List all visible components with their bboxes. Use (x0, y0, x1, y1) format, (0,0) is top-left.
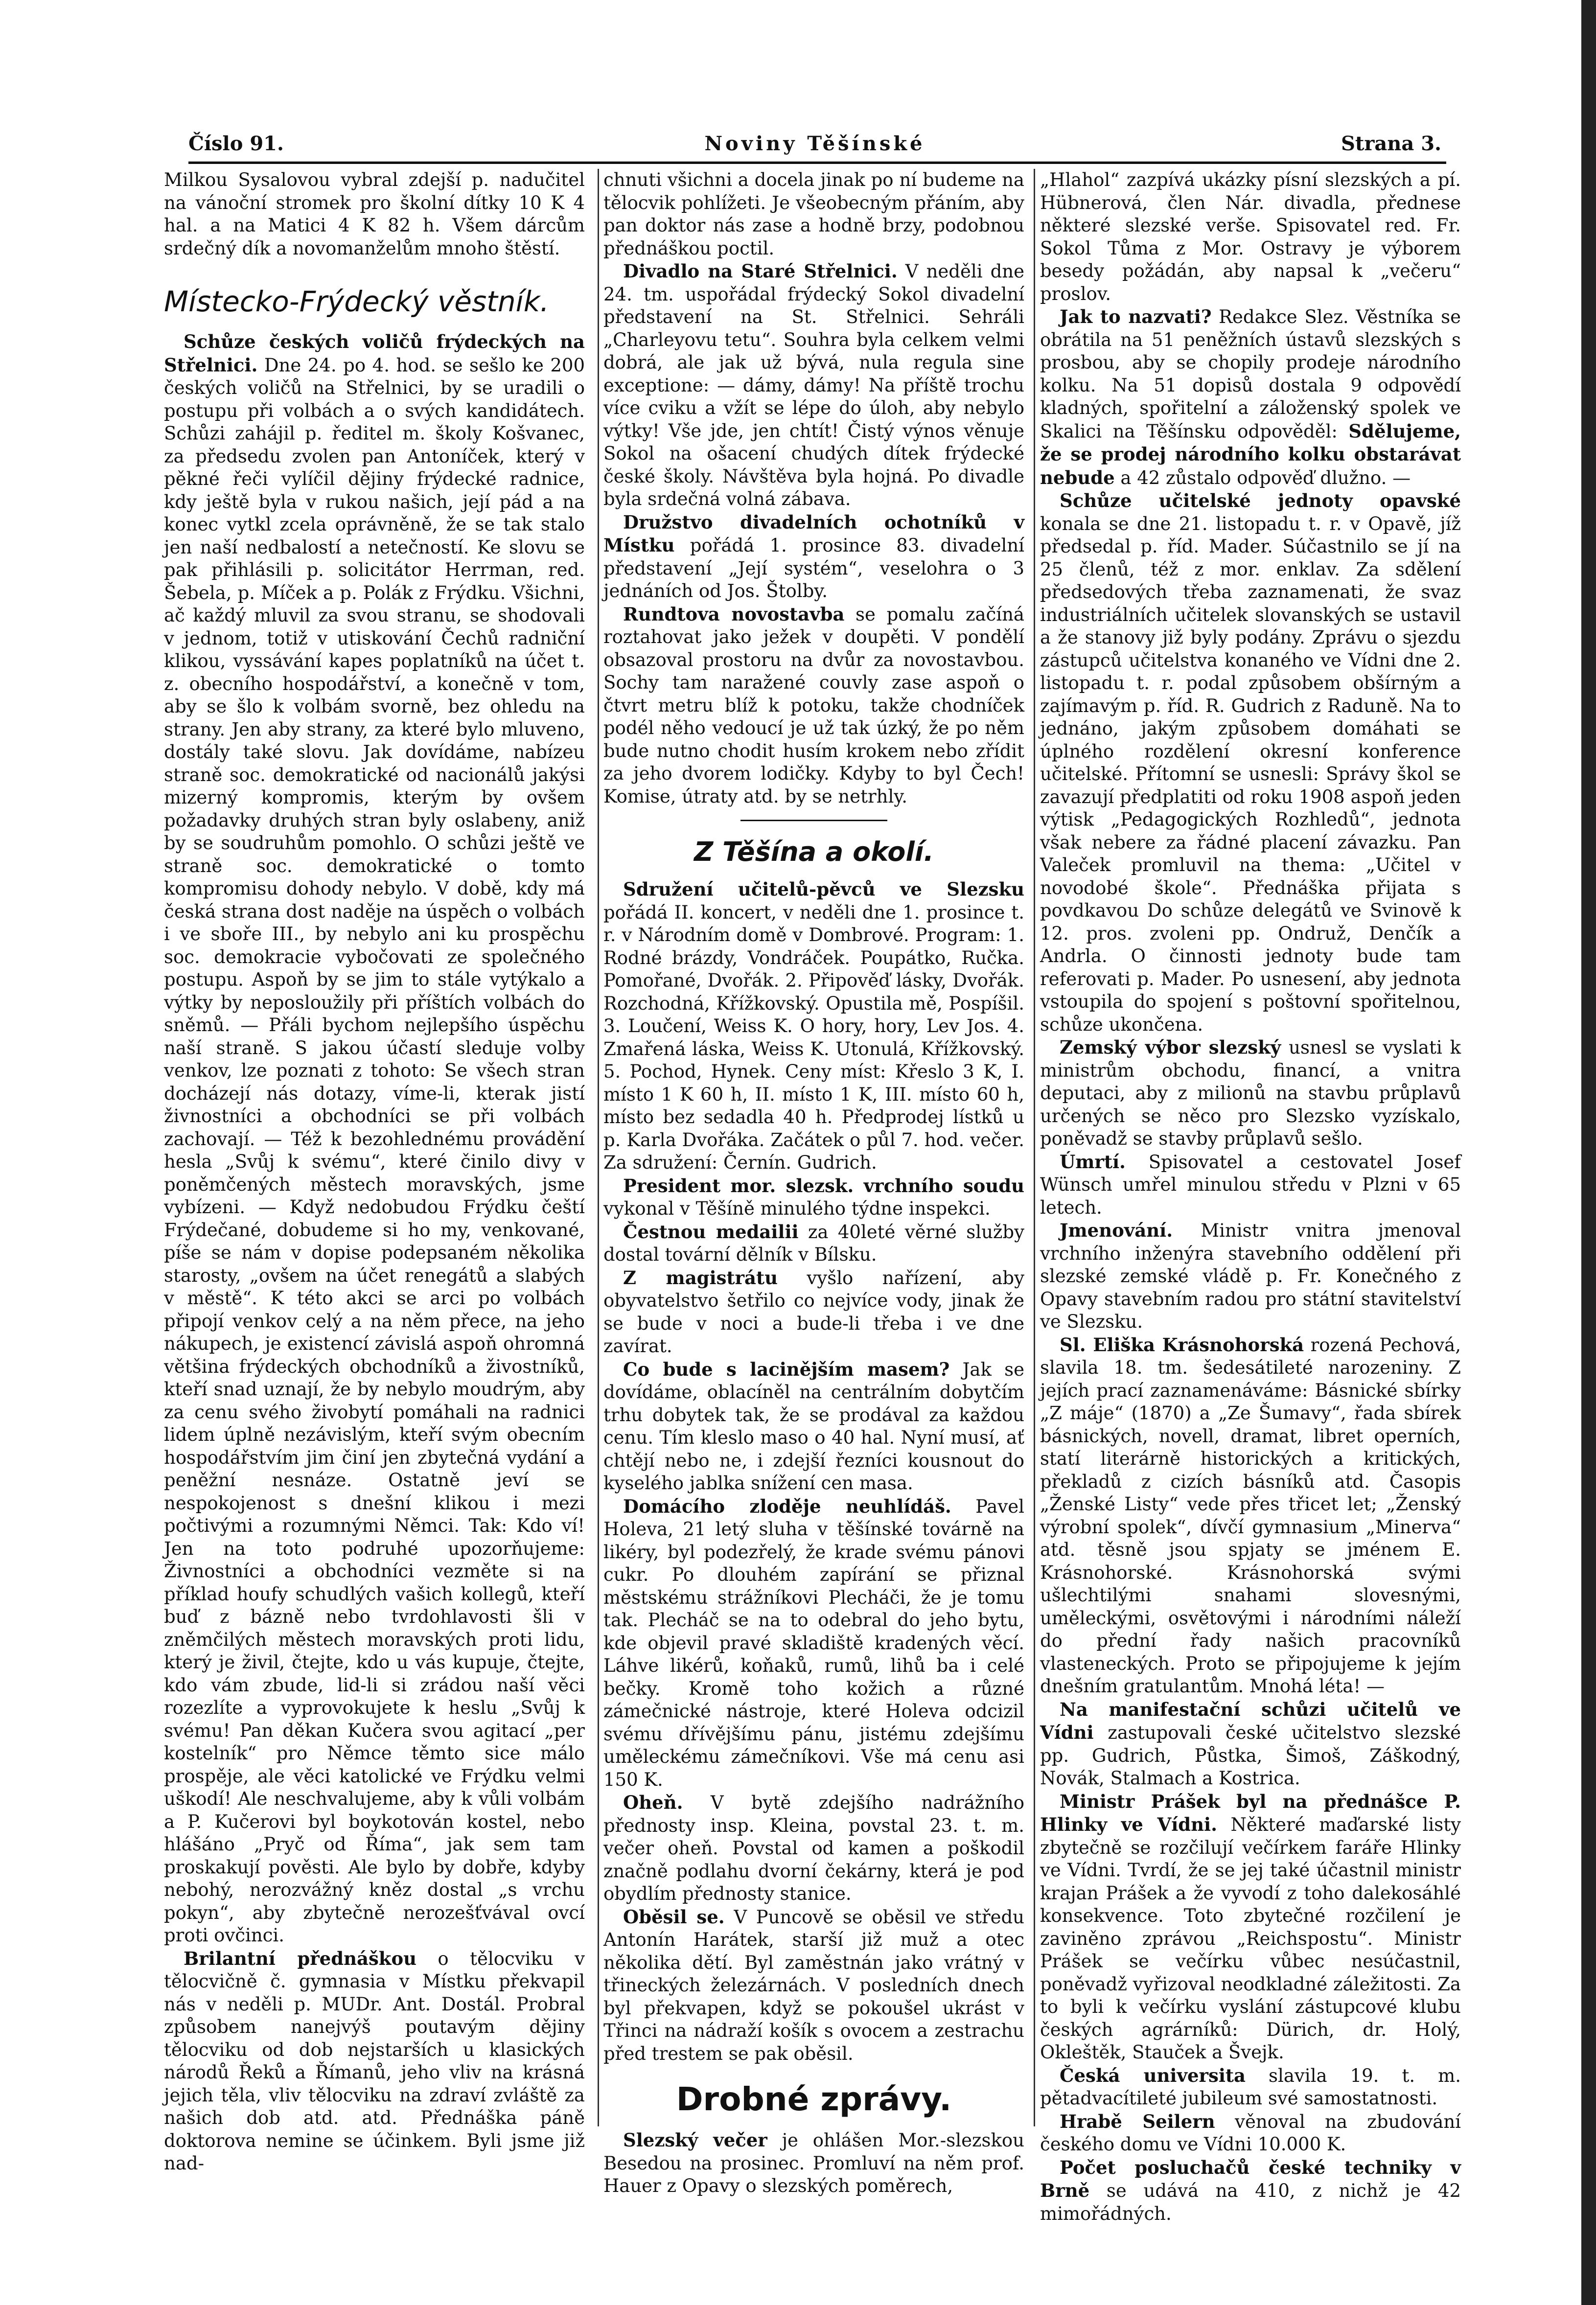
article-emphasis: Sdělujeme, že se prodej národního kolku obstarávat nebude (1040, 420, 1461, 488)
article-text: za 40leté věrné služby dostal tovární dělník v Bílsku. (603, 1221, 1025, 1265)
article-title: Zemský výbor slezský (1060, 1037, 1281, 1058)
article-title: Čestnou medailii (623, 1221, 799, 1243)
article-title: Jak to nazvati? (1060, 306, 1212, 327)
column-2 (603, 169, 1024, 2198)
article-title: Brilantní přednáškou (184, 1947, 417, 1969)
article (1040, 1151, 1461, 1220)
article (603, 1221, 1024, 1267)
article-title: Co bude s lacinějším masem? (623, 1358, 950, 1380)
article (1040, 1036, 1461, 1151)
article-continuation: Milkou Sysalovou vybral zdejší p. nadučitel na vánoční stromek pro školní dítky 10 K 4 hal. a na Matici 4 K 82 h. Všem dárcům srdečný dík a novomanželům mnoho štěstí. (164, 169, 585, 259)
article-text: Jak se dovídáme, oblacíněl na centrálním dobytčím trhu dobytek tak, že se prodával za každou cenu. Tím kleslo maso o 40 hal. Nyní musí, ať chtějí nebo ne, i zdejší řezníci kousnout do kyselého jablka snížení cen masa. (603, 1359, 1024, 1494)
article-title: Hrabě Seilern (1060, 2110, 1215, 2132)
article (1040, 1790, 1461, 2064)
article-title: Sl. Eliška Krásnohorská (1060, 1334, 1304, 1356)
article (603, 511, 1024, 603)
article-title: Domácího zloděje neuhlídáš. (623, 1495, 951, 1517)
column-separator (1034, 169, 1035, 2126)
article-text: Pavel Holeva, 21 letý sluha v těšínské továrně na likéry, byl podezřelý, že krade svému pánovi cukr. Po dlouhém zapírání se přiznal městskému strážníkovi Plecháči, že je tomu tak. Plecháč se na to odebral do jeho bytu, kde objevil pravé skladiště kradených věcí. Láhve likérů, koňaků, rumů, lihů ba i celé bečky. Kromě toho kožich a různé zámečnické nástroje, které Holeva odcizil svému dřívějšímu pánu, jistému zdejšímu uměleckému zámečníkovi. Vše má cenu asi 150 K. (603, 1496, 1024, 1790)
article-text: rozená Pechová, slavila 18. tm. šedesátileté narozeniny. Z jejích prací zaznamenáváme: Básnické sbírky „Z máje“ (1870) a „Ze Šumavy“, řada sbírek básnických, novell, dramat, libret operních, statí literárně historických a kritických, překladů z cizích básníků atd. Časopis „Ženské Listy“ vede přes třicet let; „Ženský výrobní spolek“, dívčí gymnasium „Minerva“ atd. těsně jsou spjaty se jménem E. Krásnohorské. Krásnohorská svými ušlechtilými snahami slovesnými, uměleckými, osvětovými i národními náleží do přední řady našich pracovníků vlasteneckých. Proto se připojujeme k jejím dnešním gratulantům. Mnohá léta! — (1040, 1334, 1461, 1697)
article (603, 1175, 1024, 1221)
article (603, 1267, 1024, 1358)
article-title: Z magistrátu (623, 1267, 778, 1289)
article-title: Schůze českých voličů frýdeckých na Střelnici. (164, 331, 585, 376)
column-3 (1040, 169, 1461, 2225)
article-text: zastupovali české učitelstvo slezské pp. Gudrich, Půstka, Šimoš, Záškodný, Novák, Stalmach a Kostrica. (1040, 1722, 1461, 1789)
article-text: vykonal v Těšíně minulého týdne inspekci. (603, 1198, 991, 1219)
article (1040, 2064, 1461, 2110)
article (1040, 305, 1461, 489)
section-heading: Drobné zprávy. (676, 2080, 952, 2118)
article-title: Schůze učitelské jednoty opavské (1060, 490, 1461, 511)
article (1040, 1219, 1461, 1334)
column-1 (164, 169, 585, 2175)
article (603, 1495, 1024, 1792)
article (1040, 2156, 1461, 2226)
article-text: je ohlášen Mor.-slezskou Besedou na prosinec. Promluví na něm prof. Hauer z Opavy o slezských poměrech, (603, 2130, 1024, 2196)
article-text: Dne 24. po 4. hod. se sešlo ke 200 českých voličů na Střelnici, by se uradili o postupu při volbách a o svých kandidátech. Schůzi zahájil p. ředitel m. školy Košvanec, za předsedu zvolen pan Antoníček, který v pěkné řeči vylíčil dějiny frýdecké radnice, kdy ještě byla v rukou našich, její pád a na konec vytkl zcela oprávněně, že se tak stalo jen naší nedbalostí a netečností. Ke slovu se pak přihlásili p. solicitátor Herrman, red. Šebela, p. Míček a p. Polák z Frýdku. Všichni, ač každý mluvil za svou stranu, se shodovali v jednom, totiž v utiskování Čechů radniční klikou, vyssávání kapes poplatníků na účet t. z. obecního hospodářství, a konečně v tom, aby se šlo k volbám svorně, bez ohledu na strany. Jen aby strany, za které bylo mluveno, dostály také slovu. Jak dovídáme, nabízeu straně soc. demokratické od nacionálů jakýsi mizerný kompromis, kterým by ovšem požadavky druhých stran byly oslabeny, aniž by se soudruhům pomohlo. O schůzi ještě ve straně soc. demokratické o tomto kompromisu dohody nebylo. V době, kdy má česká strana dost naděje na úspěch o volbách i ve sboře III., by nebylo ani ku prospěchu soc. demokracie vybočovati ze společného postupu. Aspoň by se jim to stále vytýkalo a výtky by neposloužily při příštích volbách do sněmů. — Přáli bychom nejlepšího úspěchu naší straně. S jakou účastí sleduje volby venkov, lze poznati z tohoto: Se všech stran docházejí nás dotazy, víme-li, kterak jistí živnostníci a obchodníci se při volbách zachovají. — Též k bezohlednému provádění hesla „Svůj k svému“, které činilo divy v poněmčených městech moravských, jsme vybízeni. — Když nedobudou Frýdku čeští Frýdečané, dobudeme si ho my, venkované, píše se nám v dopise podepsaném několika starosty, „ovšem na účet renegátů a slabých v městě“. K této akci se arci po volbách připojí venkov celý a na něm přece, na jeho nákupech, je existencí závislá aspoň ohromná většina frýdeckých obchodníků a živostníků, kteří snad uznají, že by nebylo moudrým, aby za cenu svého živobytí pomáhali na radnici lidem úplně nezávislým, kteří svým obecním hospodářstvím jim činí jen zbytečná vydání a peněžní nesnáze. Ostatně jeví se nespokojenost s dnešní klikou i mezi počtivými a rozumnými Němci. Tak: Kdo ví! Jen na toto podruhé upozorňujeme: Živnostníci a obchodníci vezměte si na příklad houfy schudlých vašich kollegů, kteří buď z bázně nebo tvrdohlavosti šli v zněmčilých městech moravských proti lidu, který je živil, čtejte, kdo u vás kupuje, čtejte, kdo vám zbude, lid-li si zrádou naší věci rozezlíte a vyprovokujete k heslu „Svůj k svému! Pan děkan Kučera svou agitací „per kostelník“ pro Němce těmto sice málo prospěje, ale věci katolické ve Frýdku velmi uškodí! Ale neschvalujeme, aby k vůli volbám a P. Kučerovi byl boykotován kostel, nebo hlášáno „Pryč od Říma“, jak sem tam proskakují pověsti. Ale bylo by dobře, kdyby nebohý, nerozvážný kněz dostal „s vrchu pokyn“, aby zbytečně nerozešťvával ovcí proti ovčinci. (164, 354, 585, 1946)
column-separator (598, 169, 599, 2126)
article-title: Oheň. (623, 1792, 683, 1813)
page-number: Strana 3. (1341, 132, 1441, 155)
article (603, 1791, 1024, 1906)
article-continuation: „Hlahol“ zazpívá ukázky písní slezských a pí. Hübnerová, člen Nár. divadla, přednese některé slezské verše. Spisovatel red. Fr. Sokol Tůma z Mor. Ostravy je výborem besedy požádán, aby napsal k „večeru“ proslov. (1040, 169, 1461, 304)
article-title: Oběsil se. (623, 1906, 725, 1928)
article-text: a 42 zůstalo odpověď dlužno. — (1114, 467, 1411, 488)
article-text: Ministr vnitra jmenoval vrchního inženýra stavebního oddělení při slezské zemské vládě p. Fr. Konečného z Opavy stavebním radou pro státní stavitelství ve Slezsku. (1040, 1220, 1461, 1332)
article-title: Jmenování. (1060, 1220, 1173, 1241)
article (1040, 1334, 1461, 1698)
article-title: Slezský večer (623, 2129, 767, 2151)
issue-number: Číslo 91. (188, 132, 284, 155)
article (603, 260, 1024, 511)
article-text: slavila 19. t. m. pětadvacítileté jubileum své samostatnosti. (1040, 2065, 1461, 2109)
article-text: pořádá 1. prosince 83. divadelní představení „Její systém“, veselohra o 3 jednáních od Jos. Štolby. (603, 535, 1024, 601)
article-text: Spisovatel a cestovatel Josef Wünsch umřel minulou středu v Plzni v 65 letech. (1040, 1151, 1461, 1218)
article (1040, 489, 1461, 1036)
page-header (188, 132, 1441, 161)
article-title: Rundtova novostavba (623, 603, 845, 625)
article-text: V neděli dne 24. tm. uspořádal frýdecký Sokol divadelní představení na St. Střelnici. Sehráli „Charleyovu tetu“. Souhra byla celkem velmi dobrá, ale jak už bývá, nula regula sine exceptione: — dámy, dámy! Na příště trochu více cviku a vžít se lépe do úloh, aby nebylo výtky! Vše jde, jen chtít! Čistý výnos věnuje Sokol na ošacení chudých dítek frýdecké české školy. Návštěva byla hojná. Po divadle byla srdečná volná zábava. (603, 261, 1024, 509)
article (603, 1358, 1024, 1495)
newspaper-title: Noviny Těšínské (704, 132, 925, 155)
page-edge (1581, 0, 1596, 2305)
article (603, 603, 1024, 808)
article-text: vyšlo nařízení, aby obyvatelstvo šetřilo co nejvíce vody, jinak že se bude v noci a bude-li třeba i ve dne zavírat. (603, 1267, 1024, 1357)
section-heading: Z Těšína a okolí. (694, 836, 934, 867)
article (603, 1906, 1024, 2066)
article-text: usnesl se vyslati k ministrům obchodu, financí, a vnitra deputaci, aby z milionů na stavbu průplavů určených se něco pro Slezsko vyzískalo, poněvadž se stavby průplavů sešlo. (1040, 1037, 1461, 1149)
article (164, 330, 585, 1947)
header-rule (188, 161, 1446, 164)
article-text: pořádá II. koncert, v neděli dne 1. prosince t. r. v Národním domě v Dombrové. Program: 1. Rodné brázdy, Vondráček. Poupátko, Ručka. Pomořané, Dvořák. 2. Připověď lásky, Dvořák. Rozchodná, Křížkovský. Opustila mě, Pospíšil. 3. Loučení, Weiss K. O hory, hory, Lev Jos. 4. Zmařená láska, Weiss K. Utonulá, Křížkovský. 5. Pochod, Hynek. Ceny míst: Křeslo 3 K, I. místo 1 K 60 h, II. místo 1 K, III. místo 60 h, místo bez sedadla 40 h. Předprodej lístků u p. Karla Dvořáka. Začátek o půl 7. hod. večer. Za sdružení: Černín. Gudrich. (603, 901, 1024, 1173)
article-text: Redakce Slez. Věstníka se obrátila na 51 peněžních ústavů slezských s prosbou, aby se chopily prodeje národního kolku. Na 51 dopisů dostala 9 odpovědí kladných, spořitelní a záloženský spolek ve Skalici na Těšínsku odpověděl: (1040, 306, 1461, 442)
article-text: o tělocviku v tělocvičně č. gymnasia v Místku překvapil nás v neděli p. MUDr. Ant. Dostál. Probral způsobem nanejvýš poutavým dějiny tělocviku od dob nejstarších u klasických národů Řeků a Římanů, jeho vliv na krásná jejich těla, vliv tělocviku na zdraví zvláště za našich dob atd. atd. Přednáška páně doktorova nemine se účinkem. Byli jsme již nad- (164, 1948, 585, 2174)
article-text: V Puncově se oběsil ve středu Antonín Harátek, starší již muž a otec několika dětí. Byl zaměstnán jako vrátný v třineckých železárnách. V posledních dnech byl překvapen, když se pokoušel ukrást v Třinci na nádraží košík s ovocem a zestrachu před trestem se pak oběsil. (603, 1906, 1025, 2064)
article (1040, 1698, 1461, 1790)
article (603, 2129, 1024, 2198)
article-text: se udává na 410, z nichž je 42 mimořádných. (1040, 2180, 1461, 2224)
article-title: Sdružení učitelů-pěvců ve Slezsku (623, 878, 1024, 900)
article (164, 1947, 585, 2175)
divider (740, 820, 887, 821)
article-continuation: chnuti všichni a docela jinak po ní budeme na tělocvik pohlížeti. Je všeobecným přáním, aby pan doktor nás zase a hodně brzy, podobnou přednáškou poctil. (603, 169, 1024, 259)
article-title: Na manifestační schůzi učitelů ve Vídni (1040, 1698, 1461, 1743)
article-title: Počet posluchačů české techniky v Brně (1040, 2156, 1461, 2201)
article-text: V bytě zdejšího nadrážního přednosty insp. Kleina, povstal 23. t. m. večer oheň. Povstal od kamen a poškodil značně podlahu dvorní čekárny, která je pod obydlím přednosty stanice. (603, 1792, 1024, 1904)
article-title: Družstvo divadelních ochotníků v Místku (603, 511, 1024, 556)
article-title: Divadlo na Staré Střelnici. (623, 260, 898, 282)
article (603, 878, 1024, 1175)
article-text: konala se dne 21. listopadu t. r. v Opavě, jíž předsedal p. říd. Mader. Súčastnilo se jí na 25 členů, též z mor. enklav. Za sdělení předsedových třeba zaznamenati, že svaz industriálních učitelek slovanských se ustavil a že stanovy již byly podány. Zprávu o sjezdu zástupců učitelstva konaného ve Vídni dne 2. listopadu t. r. podal způsobem obšírným a zajímavým p. říd. R. Gudrich z Raduně. Na to jednáno, jakým způsobem domáhati se úplného rozdělení okresní konference učitelské. Přítomní se usnesli: Správy škol se zavazují předplatiti od roku 1908 aspoň jeden výtisk „Pedagogických Rozhledů“, jednota však nebere za řádné placení závazku. Pan Valeček promluvil na thema: „Učitel v novodobé škole“. Přednáška přijata s povdkavou Do schůze delegátů ve Svinově k 12. pros. zvoleni pp. Ondruž, Denčík a Andrla. O činnosti jednoty bude tam referovati p. Mader. Po usnesení, aby jednota vstoupila do spojení s poštovní spořitelnou, schůze ukončena. (1040, 513, 1461, 1035)
article-text: Některé maďarské listy zbytečně se rozčilují večírkem faráře Hlinky ve Vídni. Tvrdí, že se jej také účastnil ministr krajan Prášek a že vyvodí z toho dalekosáhlé konsekvence. Toto zbytečné rozčilení je zaviněno zprávou „Reichspostu“. Ministr Prášek se večírku vůbec nesúčastnil, poněvadž vyřizoval neodkladné záležitosti. Za to byli k večírku vyslání zástupcové klubu českých agrárníků: Dürich, dr. Holý, Okleštěk, Stauček a Švejk. (1040, 1814, 1461, 2063)
article-text: věnoval na zbudování českého domu ve Vídni 10.000 K. (1040, 2111, 1461, 2155)
article-title: President mor. slezsk. vrchního soudu (623, 1175, 1024, 1197)
article-title: Česká universita (1060, 2064, 1246, 2086)
article-title: Úmrtí. (1060, 1151, 1126, 1173)
article-text: se pomalu začíná roztahovat jako ježek v doupěti. V pondělí obsazoval prostoru na dvůr za novostavbou. Sochy tam naražené couvly zase aspoň o čtvrt metru blíž k potoku, takže chodníček podél něho vedoucí je už tak úzký, že po něm bude nutno chodit husím krokem nebo zřídit za jeho dvorem lodičky. Kdyby to byl Čech! Komise, útraty atd. by se netrhly. (603, 603, 1024, 807)
article (1040, 2110, 1461, 2156)
article-title: Ministr Prášek byl na přednášce P. Hlinky ve Vídni. (1040, 1790, 1461, 1835)
section-heading: Místecko-Frýdecký věstník. (164, 285, 549, 318)
